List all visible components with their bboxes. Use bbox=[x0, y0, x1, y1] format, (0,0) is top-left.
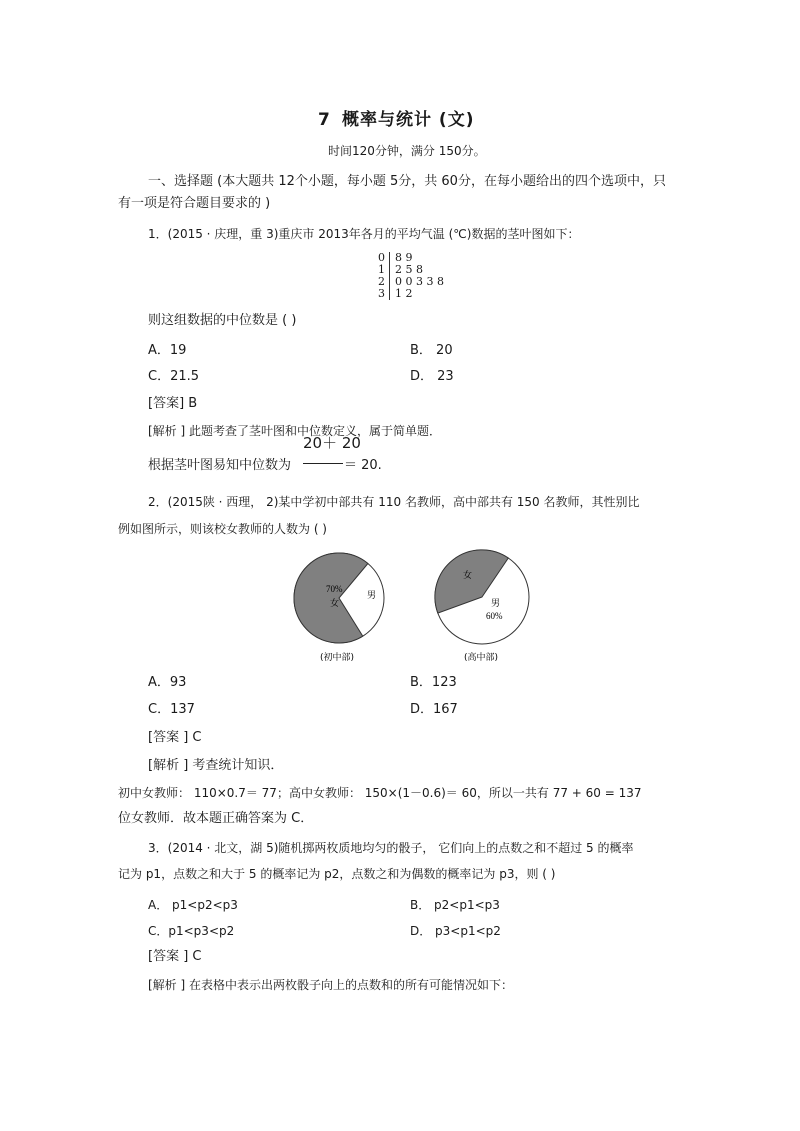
pie1-female-pct: 70% bbox=[326, 584, 343, 594]
q3-option-a: A． p1<p2<p3 bbox=[148, 898, 238, 912]
pie-charts bbox=[280, 540, 540, 670]
q1-answer: [答案] B bbox=[148, 396, 198, 411]
leaf-3: 1 2 bbox=[395, 287, 413, 300]
fraction-bar bbox=[303, 463, 343, 464]
q2-option-a: A．93 bbox=[148, 675, 187, 690]
stem-0: 0 bbox=[378, 251, 385, 264]
section-intro-line1: 一、选择题 (本大题共 12个小题，每小题 5分，共 60分，在每小题给出的四个选项中，只 bbox=[148, 174, 666, 189]
stem-leaf-plot bbox=[378, 252, 458, 302]
q1-stem: 1．(2015 · 庆理，重 3)重庆市 2013年各月的平均气温 (℃)数据的茎叶图如下： bbox=[148, 227, 580, 241]
page-title: 概率与统计 (文) bbox=[342, 110, 475, 130]
q2-option-c: C．137 bbox=[148, 702, 195, 717]
section-intro-line2: 有一项是符合题目要求的 ) bbox=[118, 196, 271, 211]
q3-answer: [答案 ] C bbox=[148, 949, 202, 964]
q1-option-b: B． 20 bbox=[410, 343, 453, 358]
fraction-numerator: 20＋ 20 bbox=[303, 434, 361, 452]
q1-option-a: A．19 bbox=[148, 343, 187, 358]
stem-3: 3 bbox=[378, 287, 385, 300]
q3-option-d: D． p3<p1<p2 bbox=[410, 924, 501, 938]
stem-2: 2 bbox=[378, 275, 385, 288]
q1-option-d: D． 23 bbox=[410, 369, 454, 384]
leaf-1: 2 5 8 bbox=[395, 263, 423, 276]
q1-question: 则这组数据的中位数是 ( ) bbox=[148, 313, 297, 328]
leaf-0: 8 9 bbox=[395, 251, 413, 264]
q2-analysis: [解析 ] 考查统计知识． bbox=[148, 758, 284, 773]
leaf-2: 0 0 3 3 8 bbox=[395, 275, 444, 288]
q3-option-b: B． p2<p1<p3 bbox=[410, 898, 500, 912]
q1-analysis: [解析 ] 此题考查了茎叶图和中位数定义，属于简单题． bbox=[148, 424, 441, 438]
pie2-female-label: 女 bbox=[463, 571, 473, 581]
stem-leaf-divider bbox=[389, 252, 390, 300]
q3-analysis: [解析 ] 在表格中表示出两枚骰子向上的点数和的所有可能情况如下： bbox=[148, 978, 513, 992]
q3-stem-line2: 记为 p1，点数之和大于 5 的概率记为 p2，点数之和为偶数的概率记为 p3，则 ( ) bbox=[118, 867, 556, 881]
q2-calc-line2: 位女教师．故本题正确答案为 C． bbox=[118, 811, 314, 826]
q2-stem-line2: 例如图所示，则该校女教师的人数为 ( ) bbox=[118, 522, 327, 536]
pie-senior-high bbox=[435, 550, 529, 644]
section-number: 7 bbox=[318, 110, 331, 130]
q3-stem-line1: 3．(2014 · 北文，湖 5)随机掷两枚质地均匀的骰子， 它们向上的点数之和不超过 5 的概率 bbox=[148, 841, 634, 855]
q2-option-b: B．123 bbox=[410, 675, 457, 690]
stem-1: 1 bbox=[378, 263, 385, 276]
q1-median-text: 根据茎叶图易知中位数为 bbox=[148, 458, 292, 473]
q2-calc-line1: 初中女教师： 110×0.7＝ 77；高中女教师： 150×(1－0.6)＝ 60，所以一共有 77 + 60 = 137 bbox=[118, 786, 642, 800]
pie2-caption: (高中部) bbox=[464, 653, 499, 663]
pie2-male-pct: 60% bbox=[486, 611, 503, 621]
q2-answer: [答案 ] C bbox=[148, 730, 202, 745]
pie1-male-label: 男 bbox=[367, 591, 377, 601]
q2-option-d: D．167 bbox=[410, 702, 458, 717]
page-subtitle: 时间120分钟，满分 150分。 bbox=[328, 144, 486, 158]
q3-option-c: C．p1<p3<p2 bbox=[148, 924, 235, 938]
q1-option-c: C．21.5 bbox=[148, 369, 200, 384]
q1-median-result: ＝ 20. bbox=[344, 458, 382, 473]
pie1-female-label: 女 bbox=[330, 599, 340, 609]
pie2-male-label: 男 bbox=[491, 599, 501, 609]
q2-stem-line1: 2．(2015陕 · 西理， 2)某中学初中部共有 110 名教师，高中部共有 150 名教师，其性别比 bbox=[148, 495, 640, 509]
pie1-caption: (初中部) bbox=[320, 653, 355, 663]
